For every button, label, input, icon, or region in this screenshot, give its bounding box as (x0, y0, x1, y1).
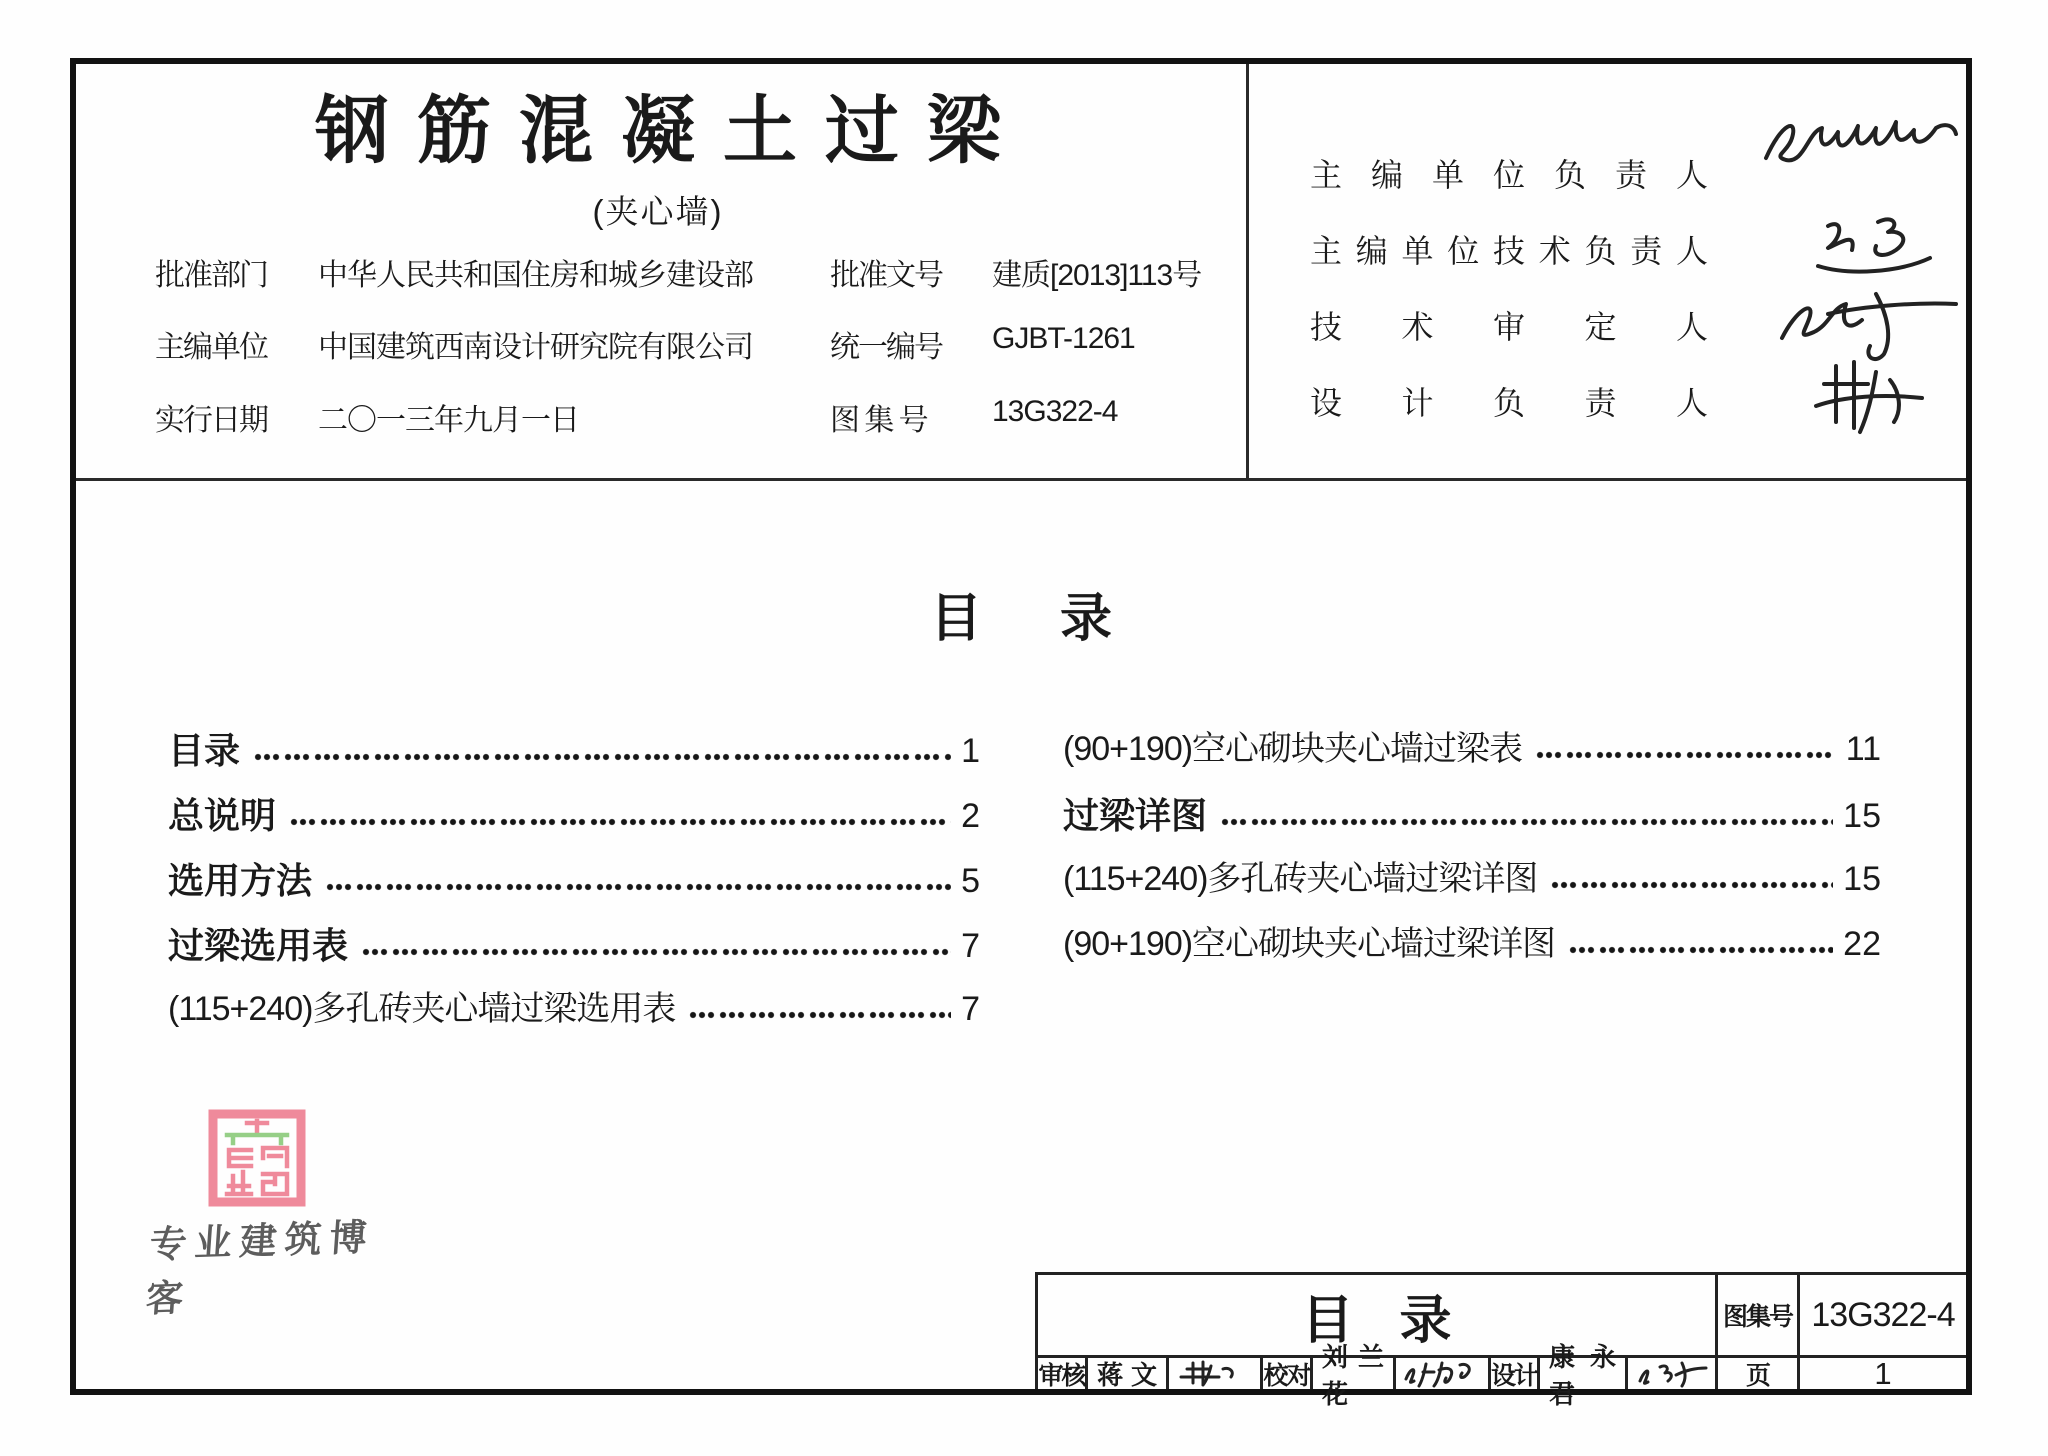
toc-entry-page: 7 (961, 927, 980, 966)
toc-entry-page: 7 (961, 990, 980, 1029)
toc-entry-label: 总说明 (168, 795, 277, 836)
toc-entry (1063, 795, 1881, 836)
dot-leader (689, 1006, 951, 1024)
page-no: 1 (1874, 1355, 1892, 1391)
approval-dept-value: 中华人民共和国住房和城乡建设部 (318, 259, 753, 292)
document-title: 钢筋混凝土过梁 (315, 89, 1029, 172)
chief-editor-signature (1758, 104, 1964, 186)
toc-entry-label: (115+240)多孔砖夹心墙过梁选用表 (168, 990, 676, 1028)
dot-leader (290, 813, 951, 831)
toc-entry (168, 860, 980, 901)
dot-leader (1221, 813, 1833, 831)
toc-entry-page: 1 (961, 732, 980, 771)
design-label: 设计 (1491, 1361, 1538, 1390)
toc-heading: 目录 (930, 590, 1112, 648)
review-name-cell (1088, 1358, 1169, 1389)
atlas-no-value-cell (1800, 1275, 1966, 1355)
page-label-cell (1718, 1358, 1800, 1389)
toc-entry-label: 过梁详图 (1063, 795, 1208, 836)
proof-name-cell (1313, 1341, 1396, 1409)
toc-entry-label: (115+240)多孔砖夹心墙过梁详图 (1063, 860, 1538, 898)
design-signature-cell (1628, 1358, 1718, 1389)
document-subtitle: (夹心墙) (592, 193, 724, 230)
toc-entry-page: 5 (961, 862, 980, 901)
review-signature-cell (1169, 1358, 1263, 1389)
proof-name: 刘兰花 (1322, 1341, 1384, 1409)
unified-no-value: GJBT-1261 (992, 322, 1135, 355)
atlas-no-value: 13G322-4 (1811, 1295, 1955, 1334)
watermark-text: 专业建筑博客 (144, 1216, 377, 1320)
toc-entry-page: 11 (1845, 730, 1881, 769)
proof-signature-cell (1396, 1358, 1491, 1389)
toc-entry-page: 2 (961, 797, 980, 836)
approval-dept-label: 批准部门 (155, 259, 267, 292)
toc-entry-label: 选用方法 (168, 860, 313, 901)
toc-entry-label: (90+190)空心砌块夹心墙过梁详图 (1063, 925, 1556, 963)
design-resp-label: 设计负责人 (1310, 385, 1708, 421)
design-name: 康永君 (1549, 1341, 1616, 1409)
toc-entry-page: 15 (1843, 797, 1881, 836)
chief-editor-unit-value: 中国建筑西南设计研究院有限公司 (318, 331, 753, 364)
chief-editor-unit-label: 主编单位 (155, 331, 267, 364)
toc-entry-label: (90+190)空心砌块夹心墙过梁表 (1063, 730, 1523, 768)
toc-entry (168, 925, 980, 966)
page-no-cell (1800, 1355, 1966, 1391)
dot-leader (1551, 876, 1833, 894)
dot-leader (362, 943, 951, 961)
sheet-title: 目录 (1301, 1291, 1452, 1350)
toc-heading-wrap (70, 576, 1972, 651)
review-name: 蒋文 (1097, 1360, 1157, 1390)
header-horizontal-divider (76, 478, 1966, 481)
dot-leader (326, 878, 951, 896)
unified-no-label: 统一编号 (830, 331, 942, 364)
review-label: 审核 (1038, 1361, 1085, 1390)
seal-stamp-icon (207, 1108, 307, 1208)
effective-date-label: 实行日期 (155, 404, 267, 437)
header-vertical-divider (1246, 64, 1249, 481)
toc-entry-label: 过梁选用表 (168, 925, 349, 966)
toc-entry (1063, 730, 1881, 769)
proof-signature (1400, 1359, 1484, 1389)
atlas-no-label: 图 集 号 (830, 404, 927, 437)
review-label-cell (1038, 1358, 1088, 1389)
dot-leader (1536, 746, 1836, 764)
approval-doc-value: 建质[2013]113号 (992, 259, 1202, 292)
approval-doc-label: 批准文号 (830, 259, 942, 292)
drawing-title-block (1035, 1272, 1966, 1409)
atlas-no-label-cell (1718, 1275, 1800, 1355)
toc-entry-label: 目录 (168, 730, 241, 771)
effective-date-value: 二〇一三年九月一日 (318, 404, 579, 437)
toc-entry (1063, 925, 1881, 964)
dot-leader (1569, 941, 1833, 959)
tech-resp-label: 主编单位技术负责人 (1310, 233, 1708, 269)
toc-entry (168, 730, 980, 771)
toc-entry (1063, 860, 1881, 899)
dot-leader (254, 748, 951, 766)
chief-editor-resp-label: 主编单位负责人 (1310, 157, 1708, 193)
review-signature (1175, 1359, 1255, 1389)
tech-approver-label: 技术审定人 (1310, 309, 1708, 345)
proof-label-cell (1263, 1358, 1313, 1389)
title-block-top-row (1038, 1275, 1966, 1355)
toc-entry-page: 15 (1843, 860, 1881, 899)
design-label-cell (1491, 1358, 1540, 1389)
page-label: 页 (1745, 1361, 1769, 1390)
atlas-no-value: 13G322-4 (992, 395, 1118, 428)
toc-entry-page: 22 (1843, 925, 1881, 964)
design-resp-signature (1800, 350, 1940, 448)
title-block-bottom-row (1038, 1341, 1966, 1409)
toc-entry (168, 795, 980, 836)
design-signature (1632, 1359, 1712, 1389)
toc-entry (168, 990, 980, 1029)
proof-label: 校对 (1263, 1361, 1310, 1390)
atlas-no-label: 图集号 (1722, 1303, 1792, 1331)
design-name-cell (1540, 1341, 1628, 1409)
